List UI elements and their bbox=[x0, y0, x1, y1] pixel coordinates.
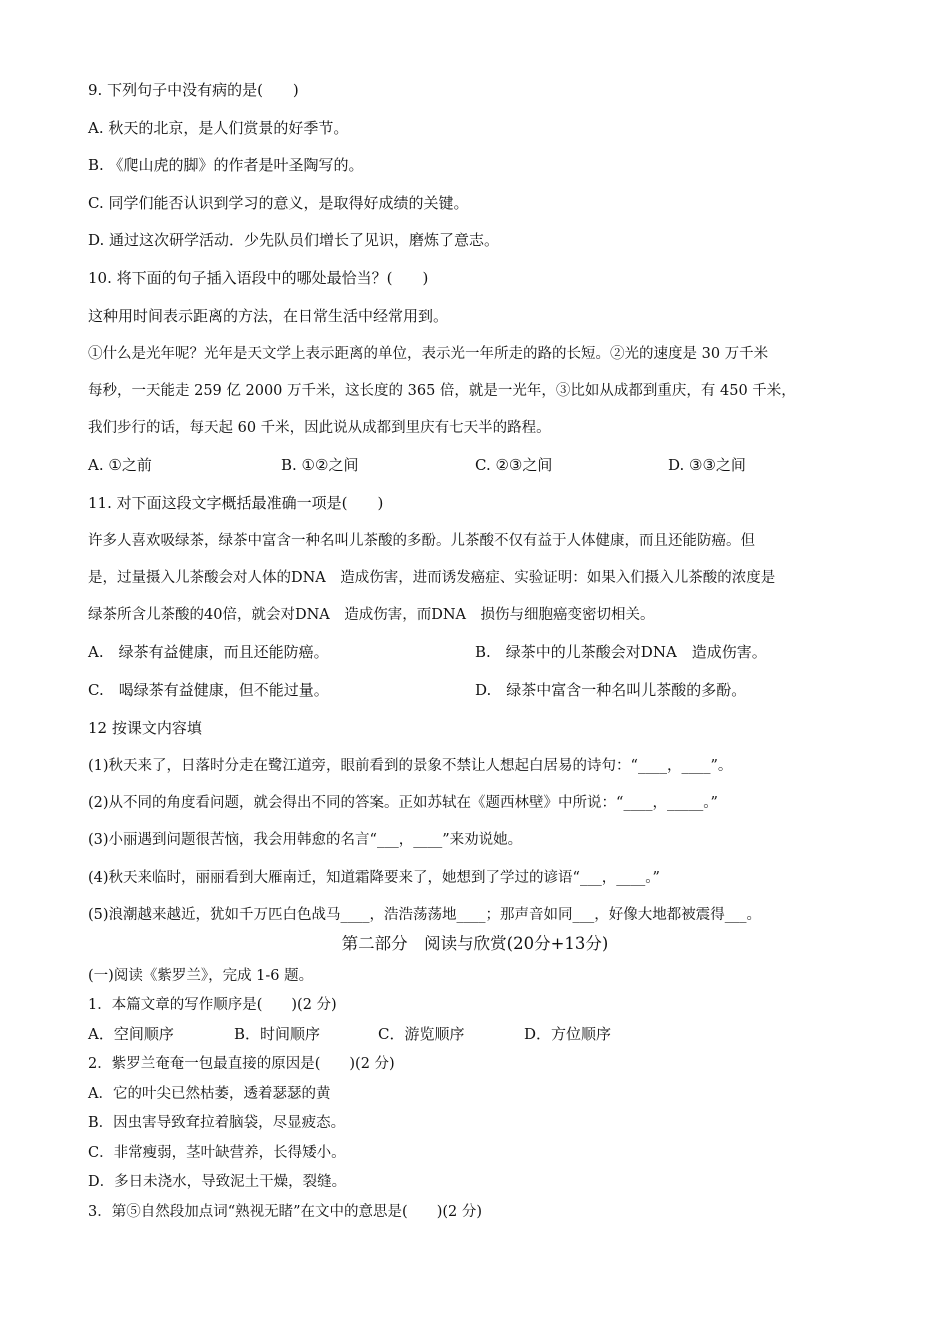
q12-stem: 12 按课文内容填 bbox=[88, 719, 202, 737]
q9-option-c: C. 同学们能否认识到学习的意义，是取得好成绩的关键。 bbox=[88, 194, 469, 212]
q10-passage-line: 每秒，一天能走 259 亿 2000 万千米，这长度的 365 倍，就是一光年，③比如从成都到重庆，有 450 千米， bbox=[88, 383, 796, 399]
q10-stem: 10. 将下面的句子插入语段中的哪处最恰当？( ) bbox=[88, 269, 429, 287]
part2-intro: (一)阅读《紫罗兰》，完成 1-6 题。 bbox=[88, 968, 314, 984]
part2-q1-option-d: D．方位顺序 bbox=[524, 1025, 612, 1043]
q10-passage-line: 我们步行的话，每天起 60 千米，因此说从成都到里庆有七天半的路程。 bbox=[88, 420, 551, 436]
part2-q2-option-c: C．非常瘦弱，茎叶缺营养，长得矮小。 bbox=[88, 1145, 346, 1161]
part2-q2-option-d: D．多日未浇水，导致泥土干燥，裂缝。 bbox=[88, 1174, 347, 1190]
q10-option-b: B. ①②之间 bbox=[281, 456, 359, 474]
q9-option-b: B. 《爬山虎的脚》的作者是叶圣陶写的。 bbox=[88, 156, 364, 174]
q11-stem: 11. 对下面这段文字概括最准确一项是( ) bbox=[88, 494, 384, 512]
q11-option-c: C. 喝绿茶有益健康，但不能过量。 bbox=[88, 681, 329, 699]
q10-passage-line: ①什么是光年呢？光年是天文学上表示距离的单位，表示光一年所走的路的长短。②光的速度是 30 万千米 bbox=[88, 346, 769, 362]
q10-sentence: 这种用时间表示距离的方法，在日常生活中经常用到。 bbox=[88, 307, 449, 325]
q10-option-d: D. ③③之间 bbox=[668, 456, 746, 474]
part2-q2-option-b: B．因虫害导致耷拉着脑袋，尽显疲态。 bbox=[88, 1115, 346, 1131]
part2-q2-stem: 2．紫罗兰奄奄一包最直接的原因是( )(2 分) bbox=[88, 1056, 395, 1072]
part2-q3-stem: 3．第⑤自然段加点词“熟视无睹”在文中的意思是( )(2 分) bbox=[88, 1204, 483, 1220]
q9-stem: 9. 下列句子中没有病的是( ) bbox=[88, 81, 299, 99]
q9-option-a: A. 秋天的北京，是人们赏景的好季节。 bbox=[88, 119, 349, 137]
q12-item-4: (4)秋天来临时，丽丽看到大雁南迁，知道霜降要来了，她想到了学过的谚语“___，____。” bbox=[88, 870, 660, 886]
part2-q1-option-a: A．空间顺序 bbox=[88, 1025, 174, 1043]
q12-item-2: (2)从不同的角度看问题，就会得出不同的答案。正如苏轼在《题西林壁》中所说：“____，_____。” bbox=[88, 795, 718, 811]
part2-q1-stem: 1．本篇文章的写作顺序是( )(2 分) bbox=[88, 997, 337, 1013]
q11-option-b: B. 绿茶中的儿茶酸会对DNA 造成伤害。 bbox=[475, 643, 767, 661]
part2-q1-option-b: B．时间顺序 bbox=[234, 1025, 321, 1043]
q9-option-d: D. 通过这次研学活动．少先队员们增长了见识，磨炼了意志。 bbox=[88, 231, 500, 249]
part2-q1-option-c: C．游览顺序 bbox=[378, 1025, 465, 1043]
q12-item-3: (3)小丽遇到问题很苦恼，我会用韩愈的名言“___，____”来劝说她。 bbox=[88, 832, 523, 848]
q11-passage-line: 许多人喜欢吸绿茶，绿茶中富含一种名叫儿茶酸的多酚。儿茶酸不仅有益于人体健康，而且还能防癌。但 bbox=[88, 533, 755, 549]
q12-item-5: (5)浪潮越来越近，犹如千万匹白色战马____，浩浩荡荡地____；那声音如同___，好像大地都被震得___。 bbox=[88, 907, 762, 923]
q11-option-d: D. 绿茶中富含一种名叫儿茶酸的多酚。 bbox=[475, 681, 747, 699]
q12-item-1: (1)秋天来了，日落时分走在鹭江道旁，眼前看到的景象不禁让人想起白居易的诗句：“____，____”。 bbox=[88, 758, 733, 774]
part2-q2-option-a: A．它的叶尖已然枯萎，透着瑟瑟的黄 bbox=[88, 1086, 331, 1102]
q10-option-a: A. ①之前 bbox=[88, 456, 152, 474]
q10-option-c: C. ②③之间 bbox=[475, 456, 553, 474]
part2-heading: 第二部分 阅读与欣赏(20分+13分) bbox=[341, 934, 609, 953]
q11-passage-line: 绿茶所含儿茶酸的40倍，就会对DNA 造成伤害，而DNA 损伤与细胞癌变密切相关。 bbox=[88, 607, 655, 623]
q11-passage-line: 是，过量摄入儿茶酸会对人体的DNA 造成伤害，进而诱发癌症、实验证明：如果入们摄入儿茶酸的浓度是 bbox=[88, 570, 776, 586]
q11-option-a: A. 绿茶有益健康，而且还能防癌。 bbox=[88, 643, 329, 661]
